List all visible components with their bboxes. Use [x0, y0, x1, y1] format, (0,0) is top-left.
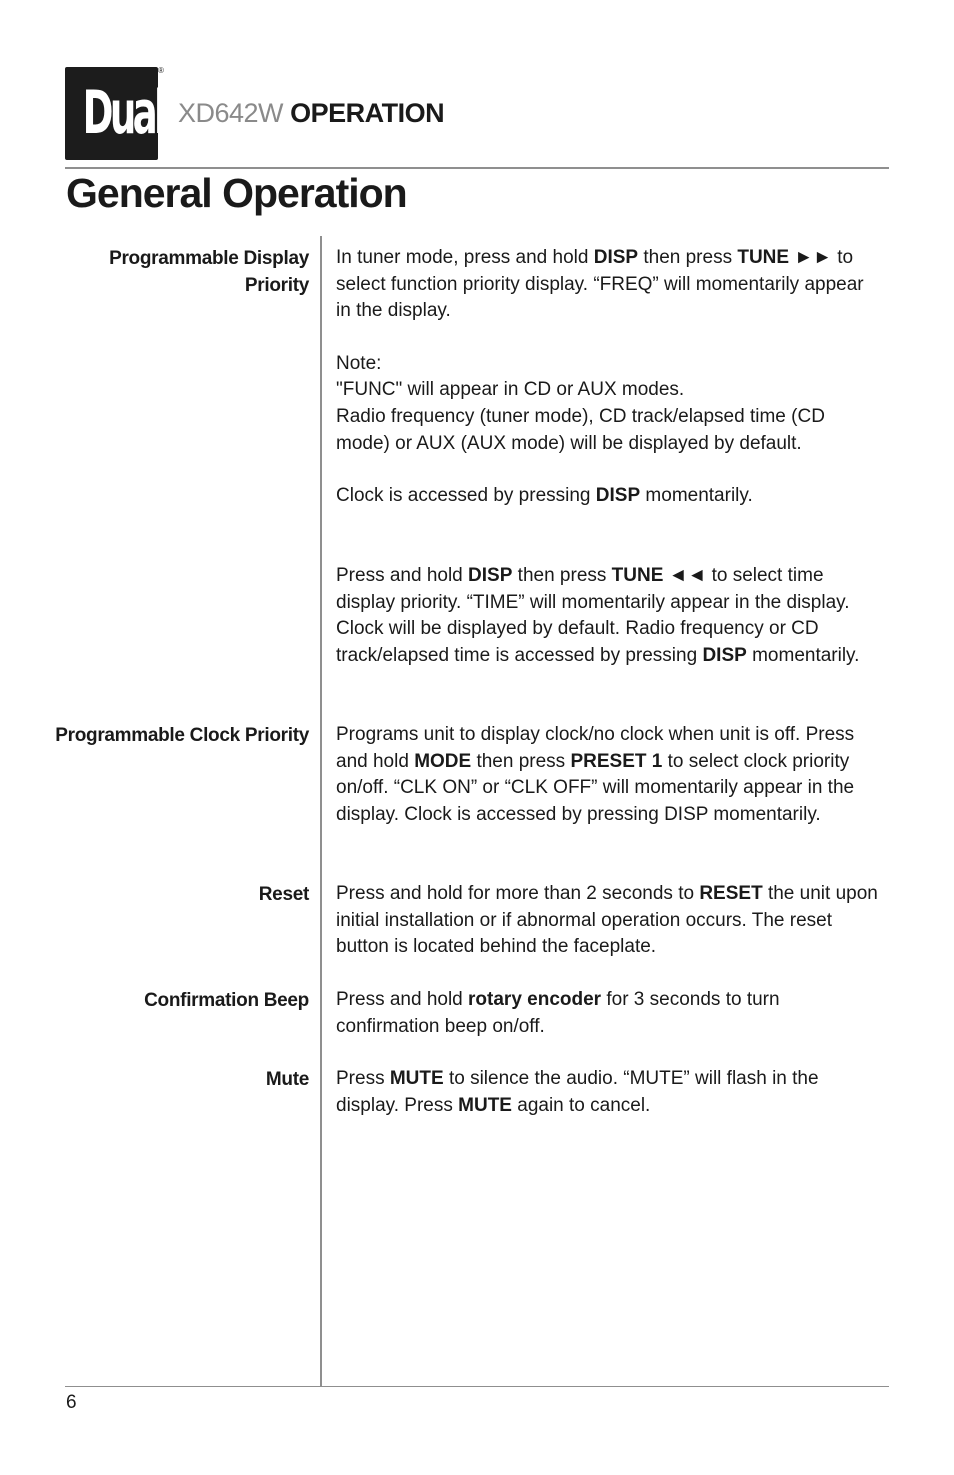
- text-run: Press and hold: [336, 565, 469, 586]
- text-run: Clock is accessed by pressing: [336, 485, 596, 506]
- paragraph: [336, 1066, 881, 1119]
- section-name: OPERATION: [290, 98, 445, 128]
- text-run: In tuner mode, press and hold: [336, 247, 594, 268]
- text-run: momentarily.: [746, 644, 860, 666]
- text-run: the unit upon initial installation or if abnormal operation occurs. The reset button is located behind the faceplate.: [336, 883, 878, 957]
- paragraph: [336, 245, 881, 325]
- bold-text: DISP: [593, 247, 639, 268]
- text-run: to select time display priority. “TIME” will momentarily appear in the display. Clock will be displayed by default. Radio frequency or CD track/elapsed time is accessed by pressing: [336, 565, 850, 666]
- text-run: Press: [336, 1068, 390, 1089]
- paragraph: [336, 377, 881, 404]
- text-run: momentarily.: [640, 485, 753, 506]
- text-run: Programs unit to display clock/no clock when unit is off. Press and hold: [336, 724, 855, 772]
- label-programmable-display-priority: Programmable Display Priority: [109, 248, 309, 296]
- bold-text: TUNE ◄◄: [611, 565, 707, 586]
- paragraph: [336, 483, 881, 510]
- paragraph: [336, 881, 881, 961]
- paragraph: [336, 351, 881, 378]
- text-run: for 3 seconds to turn confirmation beep on/off.: [336, 989, 780, 1037]
- page-title: General Operation: [66, 170, 407, 216]
- bold-text: TUNE ►►: [737, 247, 832, 268]
- text-run: then press: [638, 247, 738, 268]
- registered-mark-icon: ®: [158, 66, 164, 75]
- label-programmable-clock-priority: Programmable Clock Priority: [55, 725, 309, 746]
- text-run: to select function priority display. “FREQ” will momentarily appear in the display.: [336, 247, 864, 321]
- paragraph: [336, 404, 881, 457]
- header-title: [178, 98, 444, 129]
- bottom-divider: [65, 1386, 889, 1387]
- text-run: again to cancel.: [511, 1094, 651, 1116]
- label-confirmation-beep: Confirmation Beep: [144, 990, 309, 1011]
- bold-text: RESET: [699, 883, 763, 904]
- bold-text: MUTE: [458, 1094, 512, 1116]
- top-divider: [65, 167, 889, 169]
- logo-wordmark: Dual: [82, 78, 164, 148]
- bold-text: MUTE: [389, 1068, 444, 1089]
- bold-text: rotary encoder: [468, 989, 602, 1010]
- text-run: Radio frequency (tuner mode), CD track/elapsed time (CD mode) or AUX (AUX mode) will be displayed by default.: [336, 406, 825, 454]
- bold-text: DISP: [595, 485, 641, 506]
- bold-text: PRESET 1: [570, 750, 663, 772]
- text-run: Press and hold for more than 2 seconds to: [336, 883, 700, 904]
- bold-text: DISP: [702, 644, 747, 666]
- label-reset: Reset: [258, 884, 309, 905]
- label-mute: Mute: [265, 1069, 309, 1090]
- text-run: then press: [471, 750, 571, 772]
- paragraph: [336, 722, 881, 828]
- text-run: Press and hold: [336, 989, 469, 1010]
- text-run: to select clock priority on/off. “CLK ON” or “CLK OFF” will momentarily appear in the display. Clock is accessed by pressing DISP momentarily.: [336, 750, 855, 825]
- dual-logo: [65, 67, 164, 160]
- column-divider: [320, 236, 322, 1387]
- page-number: 6: [66, 1392, 77, 1413]
- text-run: then press: [512, 565, 612, 586]
- paragraph: [336, 563, 881, 669]
- bold-text: DISP: [468, 565, 513, 586]
- bold-text: MODE: [414, 750, 472, 772]
- model-name: XD642W: [178, 98, 284, 128]
- text-run: to silence the audio. “MUTE” will flash in the display. Press: [336, 1068, 819, 1116]
- text-run: "FUNC" will appear in CD or AUX modes.: [336, 379, 685, 400]
- paragraph: [336, 987, 881, 1040]
- text-run: Note:: [336, 353, 382, 374]
